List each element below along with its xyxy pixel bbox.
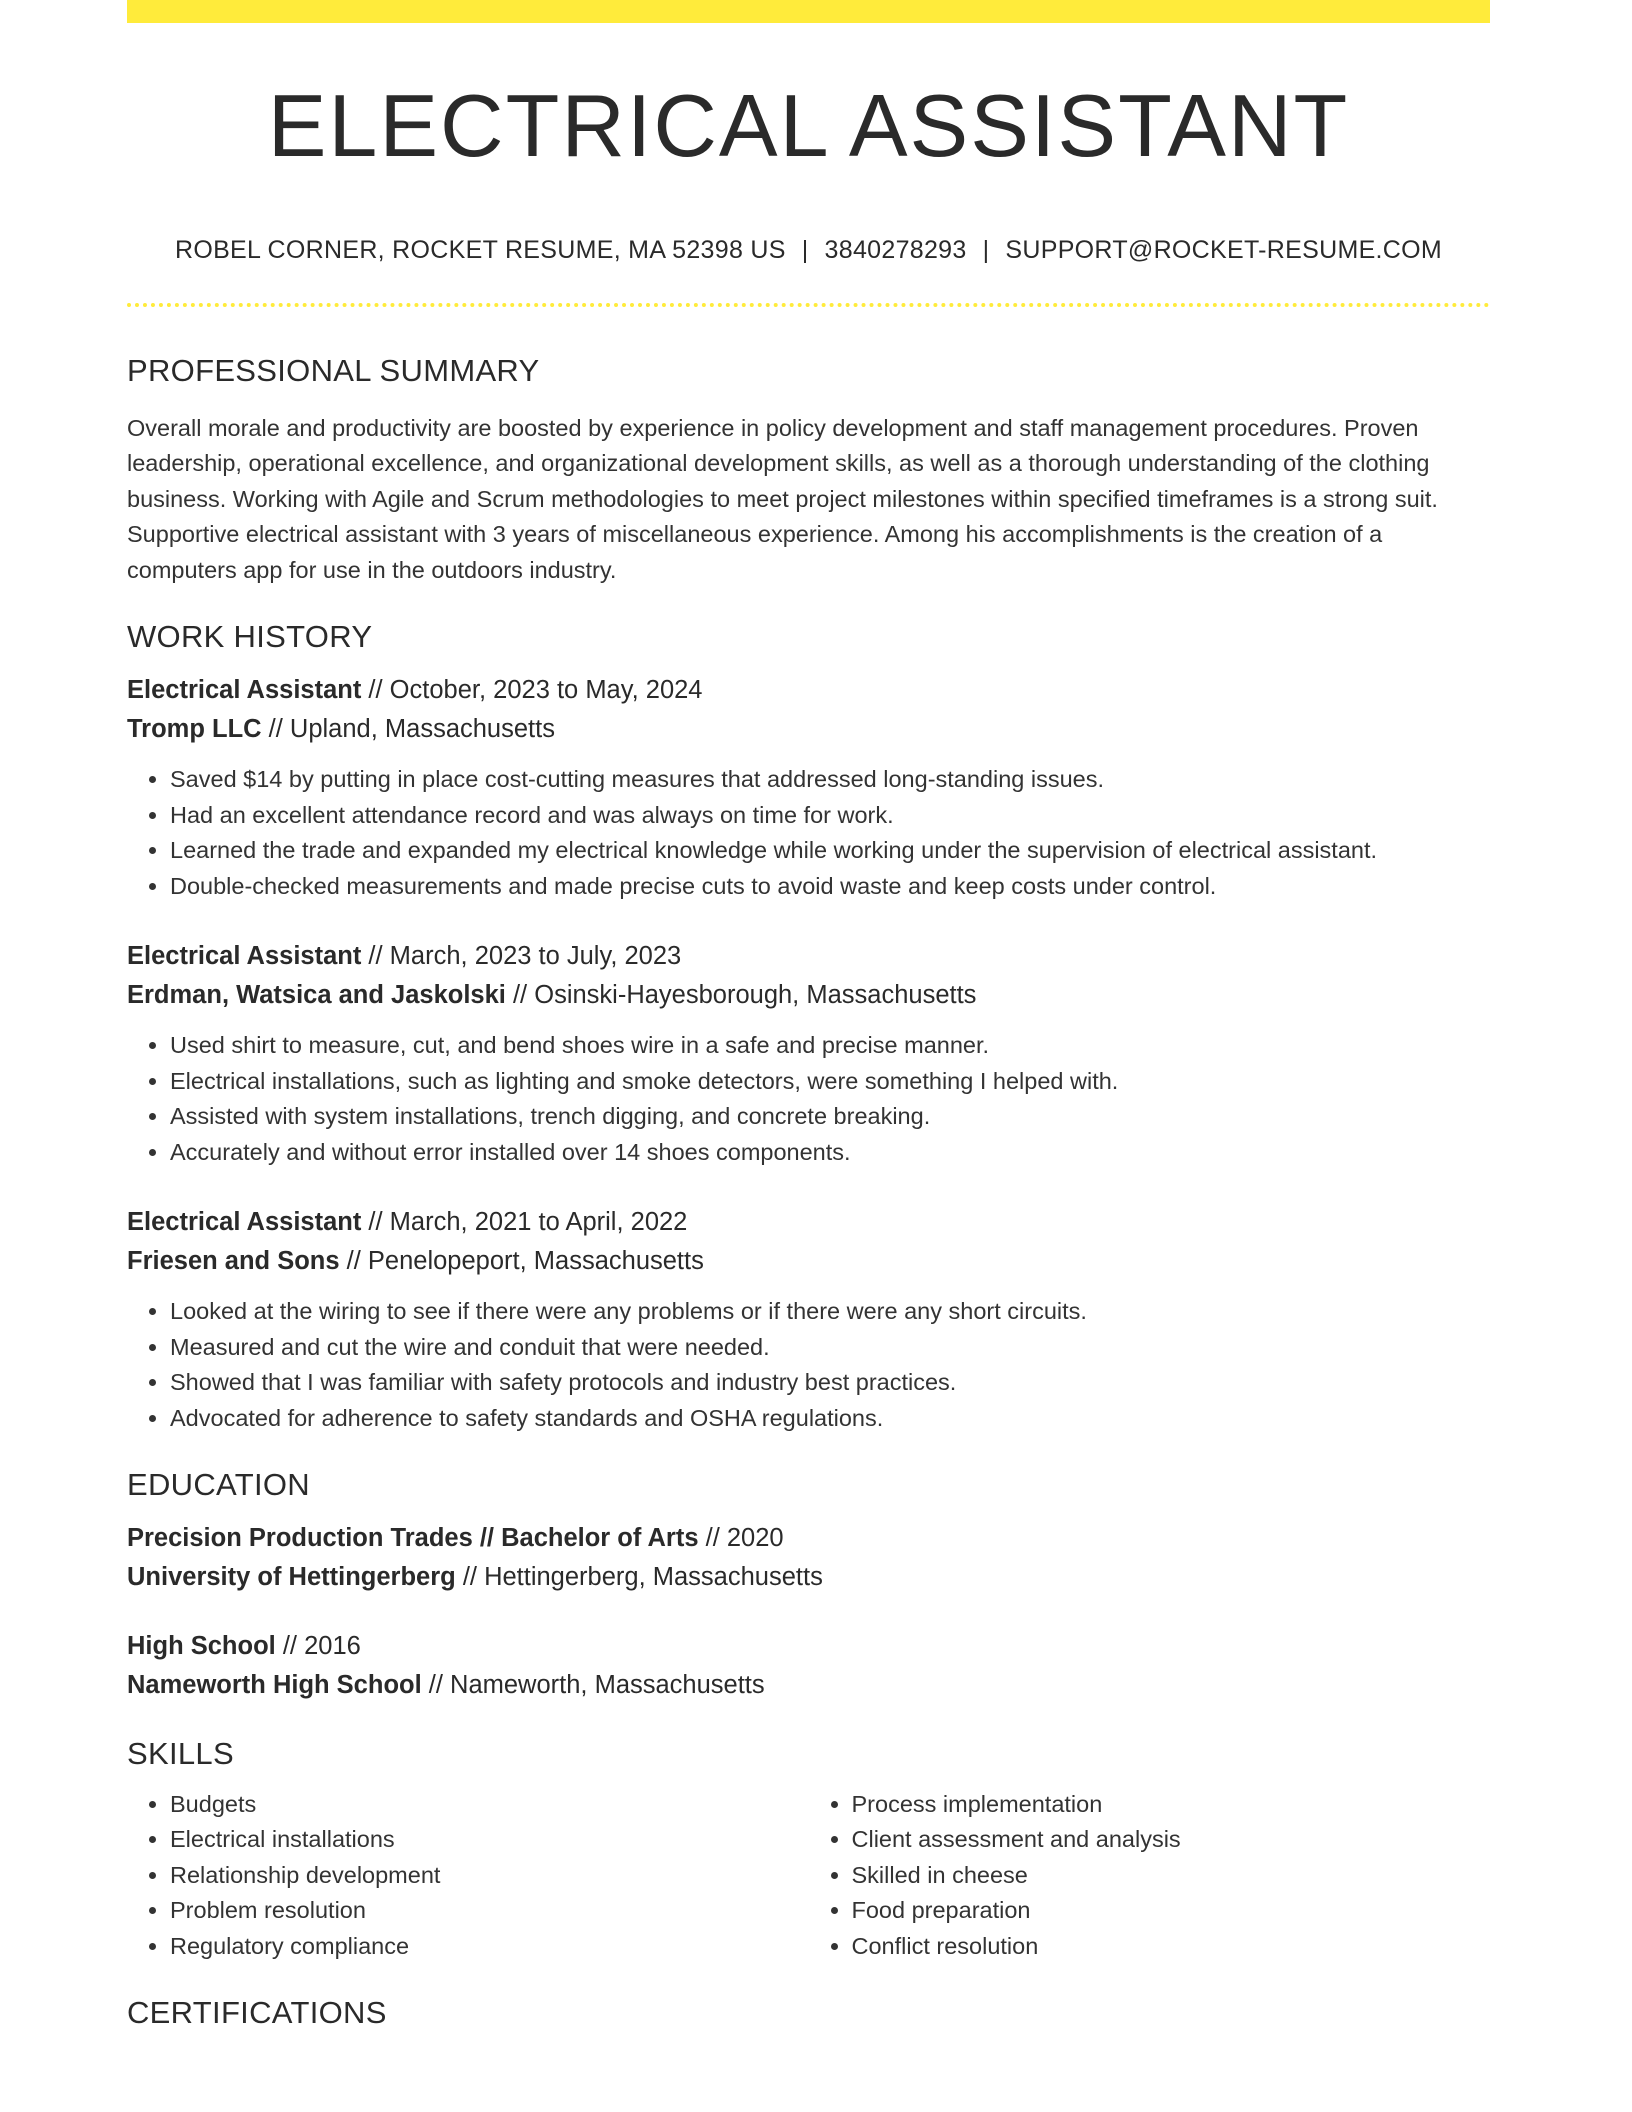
education-heading: EDUCATION [127,1467,310,1502]
summary-text: Overall morale and productivity are boosted by experience in policy development and staff management procedures. Proven leadership, operational excellence, and organizational development skills, as well as a thorough understanding of the clothing business. Working with Agile and Scrum methodologies to meet project milestones within specified timeframes is a strong suit. Supportive electrical assistant with 3 years of miscellaneous experience. Among his accomplishments is the creation of a computers app for use in the outdoors industry. [127,414,1438,583]
job-entry [127,1203,1490,1436]
job-entry [127,671,1490,904]
education-degree: Precision Production Trades // Bachelor of Arts [127,1523,699,1552]
job-company-line [127,1242,1490,1281]
skills-list-right [809,1787,1491,1965]
resume-content [127,352,1490,2033]
education-entry [127,1627,1490,1705]
job-company: Tromp LLC [127,715,262,743]
skills-columns [127,1787,1490,1965]
job-company-line [127,710,1490,749]
job-bullet: • Electrical installations, such as lighting and smoke detectors, were something I helped with. [170,1064,1490,1100]
job-bullet: • Advocated for adherence to safety standards and OSHA regulations. [170,1401,1490,1437]
job-company-line [127,976,1490,1015]
job-company: Erdman, Watsica and Jaskolski [127,981,506,1009]
contact-phone: 3840278293 [824,236,967,264]
education-school-line [127,1558,1490,1597]
job-bullets [127,1294,1490,1436]
skills-list-left [127,1787,809,1965]
skills-heading: SKILLS [127,1735,234,1771]
education-entry [127,1519,1490,1597]
education-degree-line [127,1519,1490,1558]
job-bullet: • Double-checked measurements and made precise cuts to avoid waste and keep costs under control. [170,869,1490,905]
skill-item: • Conflict resolution [852,1929,1491,1965]
job-location: // Penelopeport, Massachusetts [339,1247,704,1275]
job-bullet: • Showed that I was familiar with safety protocols and industry best practices. [170,1365,1490,1401]
job-bullets [127,1028,1490,1170]
certifications-heading: CERTIFICATIONS [127,1995,387,2030]
education-location: // Hettingerberg, Massachusetts [455,1562,823,1591]
education-school: Nameworth High School [127,1670,422,1699]
job-dates: // October, 2023 to May, 2024 [361,676,703,704]
job-bullet: • Used shirt to measure, cut, and bend shoes wire in a safe and precise manner. [170,1028,1490,1064]
contact-separator: | [801,236,809,264]
contact-address: ROBEL CORNER, ROCKET RESUME, MA 52398 US [174,236,786,264]
job-location: // Upland, Massachusetts [261,715,555,743]
education-year: // 2016 [275,1631,361,1660]
education-school-line [127,1666,1490,1705]
skill-item: • Electrical installations [170,1822,809,1858]
job-title-line [127,937,1490,976]
job-location: // Osinski-Hayesborough, Massachusetts [505,981,977,1009]
certifications-section [127,1994,1490,2033]
job-title-line [127,671,1490,710]
skill-item: • Problem resolution [170,1893,809,1929]
summary-section [127,352,1490,588]
contact-email: SUPPORT@ROCKET-RESUME.COM [1005,236,1443,264]
job-bullet: • Learned the trade and expanded my electrical knowledge while working under the supervision of electrical assistant. [170,833,1490,869]
job-bullet: • Accurately and without error installed over 14 shoes components. [170,1135,1490,1171]
skill-item: • Regulatory compliance [170,1929,809,1965]
job-dates: // March, 2023 to July, 2023 [361,942,682,970]
accent-bar [127,0,1490,23]
contact-line [127,235,1490,265]
job-title: Electrical Assistant [127,942,362,970]
skill-item: • Relationship development [170,1858,809,1894]
job-bullet: • Saved $14 by putting in place cost-cutting measures that addressed long-standing issues. [170,762,1490,798]
education-location: // Nameworth, Massachusetts [421,1670,765,1699]
dotted-divider [127,303,1490,307]
summary-heading: PROFESSIONAL SUMMARY [127,353,540,388]
skill-item: • Skilled in cheese [852,1858,1491,1894]
skill-item: • Client assessment and analysis [852,1822,1491,1858]
job-dates: // March, 2021 to April, 2022 [361,1208,688,1236]
resume-title: ELECTRICAL ASSISTANT [267,76,1350,175]
work-history-section [127,618,1490,1436]
job-bullet: • Measured and cut the wire and conduit that were needed. [170,1330,1490,1366]
education-degree: High School [127,1631,276,1660]
contact-separator: | [982,236,990,264]
skills-section [127,1735,1490,1964]
job-title-line [127,1203,1490,1242]
education-school: University of Hettingerberg [127,1562,456,1591]
education-year: // 2020 [698,1523,784,1552]
skill-item: • Process implementation [852,1787,1491,1823]
skill-item: • Budgets [170,1787,809,1823]
education-degree-line [127,1627,1490,1666]
job-bullet: • Looked at the wiring to see if there were any problems or if there were any short circuits. [170,1294,1490,1330]
job-title: Electrical Assistant [127,1208,362,1236]
education-section [127,1466,1490,1705]
job-bullet: • Assisted with system installations, trench digging, and concrete breaking. [170,1099,1490,1135]
job-bullet: • Had an excellent attendance record and was always on time for work. [170,798,1490,834]
job-title: Electrical Assistant [127,676,362,704]
job-entry [127,937,1490,1170]
skill-item: • Food preparation [852,1893,1491,1929]
work-history-heading: WORK HISTORY [127,619,373,655]
job-company: Friesen and Sons [127,1247,340,1275]
job-bullets [127,762,1490,904]
